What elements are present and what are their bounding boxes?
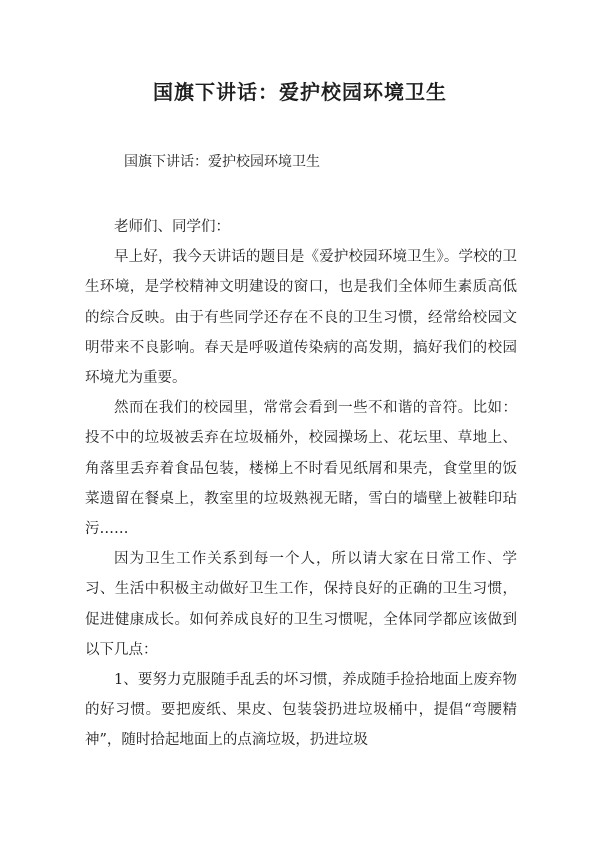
paragraph: 然而在我们的校园里，常常会看到一些不和谐的音符。比如：投不中的垃圾被丢弃在垃圾桶外，校园操场上、花坛里、草地上、角落里丢弃着食品包装，楼梯上不时看见纸屑和果壳，食堂里的饭菜遗留在餐桌上，教室里的垃圾熟视无睹，雪白的墙壁上被鞋印玷污…… (85, 400, 517, 538)
document-body (85, 212, 517, 756)
greeting: 老师们、同学们： (114, 219, 230, 235)
paragraph: 早上好，我今天讲话的题目是《爱护校园环境卫生》。学校的卫生环境，是学校精神文明建设的窗口，也是我们全体师生素质高低的综合反映。由于有些同学还存在不良的卫生习惯，经常给校园文明带来不良影响。春天是呼吸道传染病的高发期，搞好我们的校园环境尤为重要。 (85, 249, 517, 387)
paragraph: 1、要努力克服随手乱丢的坏习惯，养成随手捡拾地面上废弃物的好习惯。要把废纸、果皮、包装袋扔进垃圾桶中，提倡“弯腰精神”，随时拾起地面上的点滴垃圾，扔进垃圾 (85, 672, 517, 749)
paragraph: 因为卫生工作关系到每一个人，所以请大家在日常工作、学习、生活中积极主动做好卫生工作，保持良好的正确的卫生习惯，促进健康成长。如何养成良好的卫生习惯呢，全体同学都应该做到以下几点： (85, 551, 517, 658)
document-title: 国旗下讲话：爱护校园环境卫生 (153, 80, 447, 104)
document-subtitle: 国旗下讲话：爱护校园环境卫生 (124, 154, 320, 170)
